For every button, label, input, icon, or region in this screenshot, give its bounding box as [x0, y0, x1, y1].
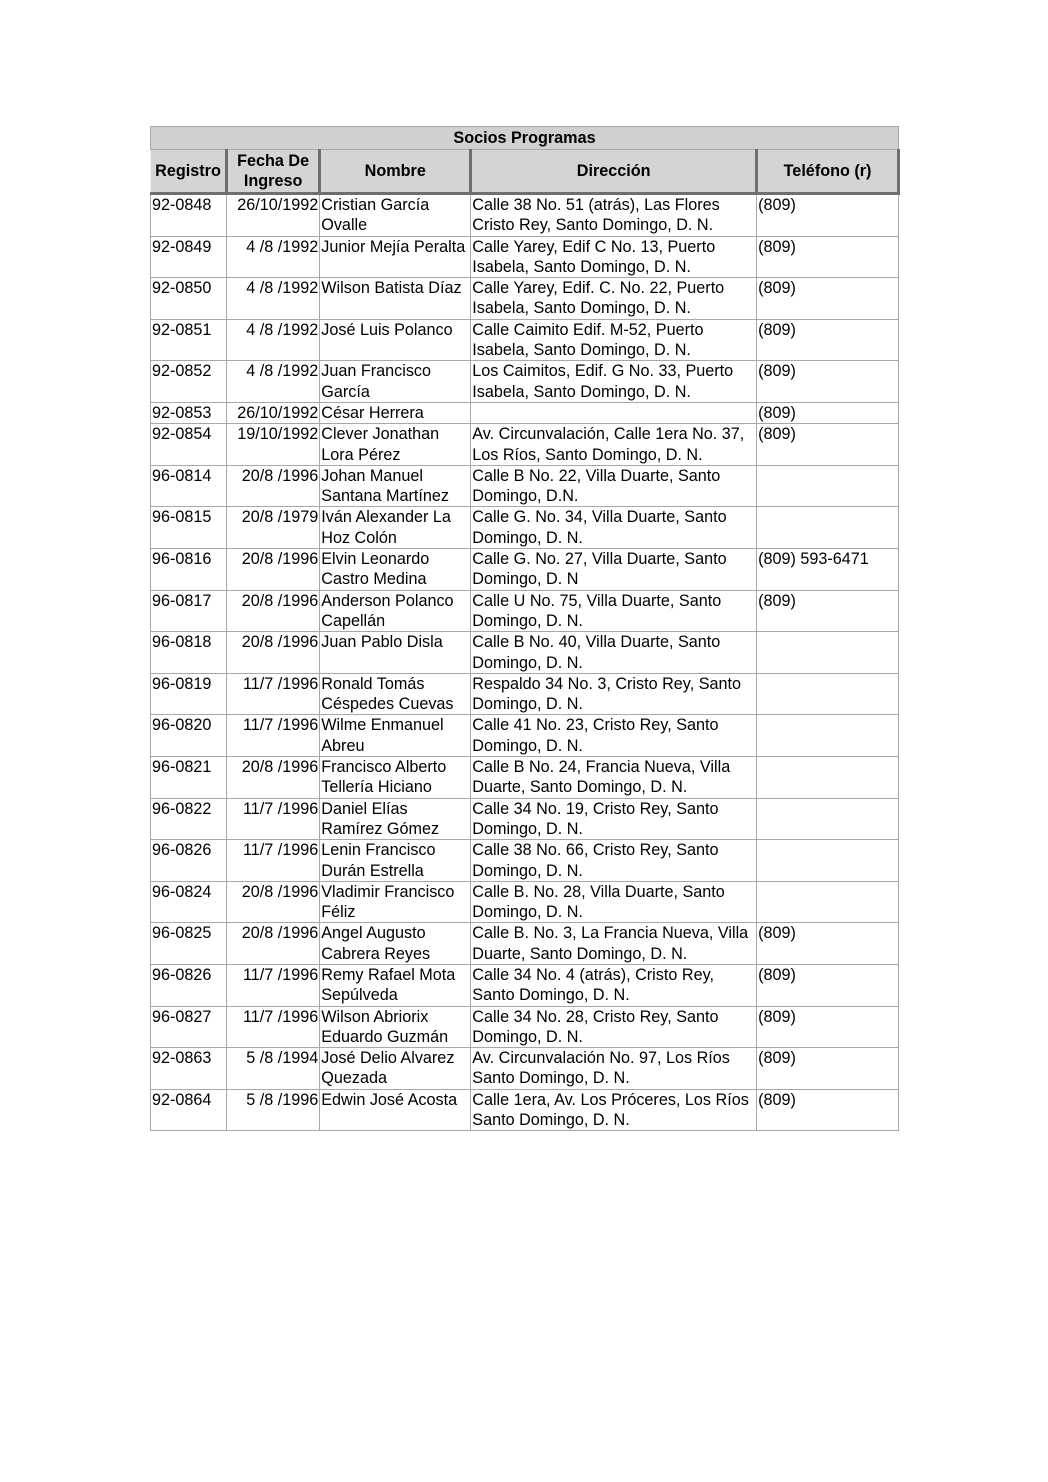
- table-row: [151, 923, 899, 965]
- registro-cell: 96-0814: [151, 465, 227, 507]
- nombre-cell: Juan Pablo Disla: [320, 632, 471, 674]
- table-row: [151, 840, 899, 882]
- fecha-cell: 4 /8 /1992: [227, 236, 320, 278]
- nombre-cell: Iván Alexander La Hoz Colón: [320, 507, 471, 549]
- direccion-cell: Respaldo 34 No. 3, Cristo Rey, Santo Domingo, D. N.: [471, 673, 757, 715]
- nombre-cell: Angel Augusto Cabrera Reyes: [320, 923, 471, 965]
- nombre-cell: Edwin José Acosta: [320, 1089, 471, 1131]
- socios-table: [150, 126, 900, 1131]
- table-title: Socios Programas: [151, 127, 899, 150]
- fecha-cell: 20/8 /1996: [227, 923, 320, 965]
- registro-cell: 92-0849: [151, 236, 227, 278]
- table-row: [151, 1006, 899, 1048]
- fecha-cell: 19/10/1992: [227, 424, 320, 466]
- fecha-cell: 20/8 /1996: [227, 465, 320, 507]
- telefono-cell: (809): [757, 194, 899, 237]
- nombre-cell: César Herrera: [320, 402, 471, 423]
- fecha-cell: 26/10/1992: [227, 402, 320, 423]
- telefono-cell: (809): [757, 964, 899, 1006]
- telefono-cell: [757, 881, 899, 923]
- registro-cell: 96-0821: [151, 757, 227, 799]
- registro-cell: 92-0853: [151, 402, 227, 423]
- nombre-cell: Clever Jonathan Lora Pérez: [320, 424, 471, 466]
- telefono-cell: [757, 798, 899, 840]
- registro-cell: 96-0827: [151, 1006, 227, 1048]
- fecha-cell: 4 /8 /1992: [227, 361, 320, 403]
- table-row: [151, 881, 899, 923]
- table-row: [151, 194, 899, 237]
- telefono-cell: (809): [757, 402, 899, 423]
- registro-cell: 96-0818: [151, 632, 227, 674]
- direccion-cell: Calle 34 No. 28, Cristo Rey, Santo Domingo, D. N.: [471, 1006, 757, 1048]
- direccion-cell: Calle B No. 40, Villa Duarte, Santo Domingo, D. N.: [471, 632, 757, 674]
- direccion-cell: Calle 34 No. 19, Cristo Rey, Santo Domingo, D. N.: [471, 798, 757, 840]
- nombre-cell: Junior Mejía Peralta: [320, 236, 471, 278]
- registro-cell: 96-0817: [151, 590, 227, 632]
- direccion-cell: Calle 34 No. 4 (atrás), Cristo Rey, Santo Domingo, D. N.: [471, 964, 757, 1006]
- telefono-cell: (809): [757, 424, 899, 466]
- direccion-cell: Calle Caimito Edif. M-52, Puerto Isabela, Santo Domingo, D. N.: [471, 319, 757, 361]
- nombre-cell: Vladimir Francisco Féliz: [320, 881, 471, 923]
- nombre-cell: José Delio Alvarez Quezada: [320, 1048, 471, 1090]
- registro-cell: 96-0815: [151, 507, 227, 549]
- direccion-cell: Calle 38 No. 66, Cristo Rey, Santo Domingo, D. N.: [471, 840, 757, 882]
- registro-cell: 96-0826: [151, 840, 227, 882]
- registro-cell: 92-0848: [151, 194, 227, 237]
- telefono-cell: [757, 757, 899, 799]
- table-row: [151, 964, 899, 1006]
- table-row: [151, 402, 899, 423]
- registro-cell: 92-0864: [151, 1089, 227, 1131]
- nombre-cell: Cristian García Ovalle: [320, 194, 471, 237]
- nombre-cell: Remy Rafael Mota Sepúlveda: [320, 964, 471, 1006]
- fecha-cell: 20/8 /1996: [227, 590, 320, 632]
- telefono-cell: (809) 593-6471: [757, 549, 899, 591]
- fecha-cell: 11/7 /1996: [227, 964, 320, 1006]
- fecha-cell: 11/7 /1996: [227, 715, 320, 757]
- fecha-cell: 26/10/1992: [227, 194, 320, 237]
- direccion-cell: Calle Yarey, Edif. C. No. 22, Puerto Isabela, Santo Domingo, D. N.: [471, 278, 757, 320]
- nombre-cell: Juan Francisco García: [320, 361, 471, 403]
- header-direccion: Dirección: [471, 150, 757, 194]
- telefono-cell: (809): [757, 1048, 899, 1090]
- table-row: [151, 319, 899, 361]
- registro-cell: 92-0863: [151, 1048, 227, 1090]
- telefono-cell: [757, 840, 899, 882]
- telefono-cell: (809): [757, 590, 899, 632]
- direccion-cell: Calle G. No. 27, Villa Duarte, Santo Domingo, D. N: [471, 549, 757, 591]
- direccion-cell: Los Caimitos, Edif. G No. 33, Puerto Isabela, Santo Domingo, D. N.: [471, 361, 757, 403]
- nombre-cell: Wilme Enmanuel Abreu: [320, 715, 471, 757]
- header-fecha: Fecha De Ingreso: [227, 150, 320, 194]
- table-row: [151, 549, 899, 591]
- direccion-cell: Calle 41 No. 23, Cristo Rey, Santo Domingo, D. N.: [471, 715, 757, 757]
- telefono-cell: (809): [757, 1006, 899, 1048]
- telefono-cell: (809): [757, 236, 899, 278]
- nombre-cell: Anderson Polanco Capellán: [320, 590, 471, 632]
- registro-cell: 92-0852: [151, 361, 227, 403]
- table-row: [151, 507, 899, 549]
- direccion-cell: Calle B. No. 28, Villa Duarte, Santo Domingo, D. N.: [471, 881, 757, 923]
- telefono-cell: [757, 715, 899, 757]
- registro-cell: 96-0820: [151, 715, 227, 757]
- fecha-cell: 11/7 /1996: [227, 673, 320, 715]
- table-body: [151, 194, 899, 1131]
- telefono-cell: [757, 507, 899, 549]
- nombre-cell: José Luis Polanco: [320, 319, 471, 361]
- nombre-cell: Ronald Tomás Céspedes Cuevas: [320, 673, 471, 715]
- registro-cell: 96-0819: [151, 673, 227, 715]
- nombre-cell: Elvin Leonardo Castro Medina: [320, 549, 471, 591]
- fecha-cell: 11/7 /1996: [227, 840, 320, 882]
- fecha-cell: 11/7 /1996: [227, 1006, 320, 1048]
- fecha-cell: 11/7 /1996: [227, 798, 320, 840]
- table-row: [151, 465, 899, 507]
- table-row: [151, 1048, 899, 1090]
- nombre-cell: Lenin Francisco Durán Estrella: [320, 840, 471, 882]
- nombre-cell: Daniel Elías Ramírez Gómez: [320, 798, 471, 840]
- nombre-cell: Wilson Batista Díaz: [320, 278, 471, 320]
- fecha-cell: 20/8 /1996: [227, 881, 320, 923]
- direccion-cell: [471, 402, 757, 423]
- title-row: [151, 127, 899, 150]
- direccion-cell: Av. Circunvalación, Calle 1era No. 37, Los Ríos, Santo Domingo, D. N.: [471, 424, 757, 466]
- direccion-cell: Calle U No. 75, Villa Duarte, Santo Domingo, D. N.: [471, 590, 757, 632]
- telefono-cell: (809): [757, 361, 899, 403]
- telefono-cell: [757, 673, 899, 715]
- direccion-cell: Calle 1era, Av. Los Próceres, Los Ríos Santo Domingo, D. N.: [471, 1089, 757, 1131]
- table-row: [151, 1089, 899, 1131]
- registro-cell: 92-0854: [151, 424, 227, 466]
- registro-cell: 96-0822: [151, 798, 227, 840]
- fecha-cell: 4 /8 /1992: [227, 319, 320, 361]
- table-row: [151, 632, 899, 674]
- direccion-cell: Calle B No. 22, Villa Duarte, Santo Domingo, D.N.: [471, 465, 757, 507]
- header-row: [151, 150, 899, 194]
- direccion-cell: Av. Circunvalación No. 97, Los Ríos Santo Domingo, D. N.: [471, 1048, 757, 1090]
- header-nombre: Nombre: [320, 150, 471, 194]
- telefono-cell: [757, 632, 899, 674]
- fecha-cell: 20/8 /1979: [227, 507, 320, 549]
- table-row: [151, 236, 899, 278]
- fecha-cell: 5 /8 /1996: [227, 1089, 320, 1131]
- nombre-cell: Wilson Abriorix Eduardo Guzmán: [320, 1006, 471, 1048]
- fecha-cell: 20/8 /1996: [227, 632, 320, 674]
- fecha-cell: 20/8 /1996: [227, 549, 320, 591]
- table-row: [151, 798, 899, 840]
- registro-cell: 96-0816: [151, 549, 227, 591]
- header-registro: Registro: [151, 150, 227, 194]
- fecha-cell: 5 /8 /1994: [227, 1048, 320, 1090]
- registro-cell: 96-0825: [151, 923, 227, 965]
- nombre-cell: Johan Manuel Santana Martínez: [320, 465, 471, 507]
- direccion-cell: Calle G. No. 34, Villa Duarte, Santo Domingo, D. N.: [471, 507, 757, 549]
- telefono-cell: (809): [757, 319, 899, 361]
- telefono-cell: (809): [757, 923, 899, 965]
- telefono-cell: (809): [757, 278, 899, 320]
- direccion-cell: Calle B. No. 3, La Francia Nueva, Villa Duarte, Santo Domingo, D. N.: [471, 923, 757, 965]
- table-row: [151, 757, 899, 799]
- fecha-cell: 20/8 /1996: [227, 757, 320, 799]
- direccion-cell: Calle Yarey, Edif C No. 13, Puerto Isabela, Santo Domingo, D. N.: [471, 236, 757, 278]
- fecha-cell: 4 /8 /1992: [227, 278, 320, 320]
- table-row: [151, 590, 899, 632]
- table-row: [151, 278, 899, 320]
- telefono-cell: [757, 465, 899, 507]
- telefono-cell: (809): [757, 1089, 899, 1131]
- direccion-cell: Calle 38 No. 51 (atrás), Las Flores Cristo Rey, Santo Domingo, D. N.: [471, 194, 757, 237]
- registro-cell: 96-0824: [151, 881, 227, 923]
- table-row: [151, 424, 899, 466]
- table-row: [151, 715, 899, 757]
- registro-cell: 92-0851: [151, 319, 227, 361]
- table-row: [151, 361, 899, 403]
- nombre-cell: Francisco Alberto Tellería Hiciano: [320, 757, 471, 799]
- header-telefono: Teléfono (r): [757, 150, 899, 194]
- table-row: [151, 673, 899, 715]
- registro-cell: 96-0826: [151, 964, 227, 1006]
- direccion-cell: Calle B No. 24, Francia Nueva, Villa Duarte, Santo Domingo, D. N.: [471, 757, 757, 799]
- registro-cell: 92-0850: [151, 278, 227, 320]
